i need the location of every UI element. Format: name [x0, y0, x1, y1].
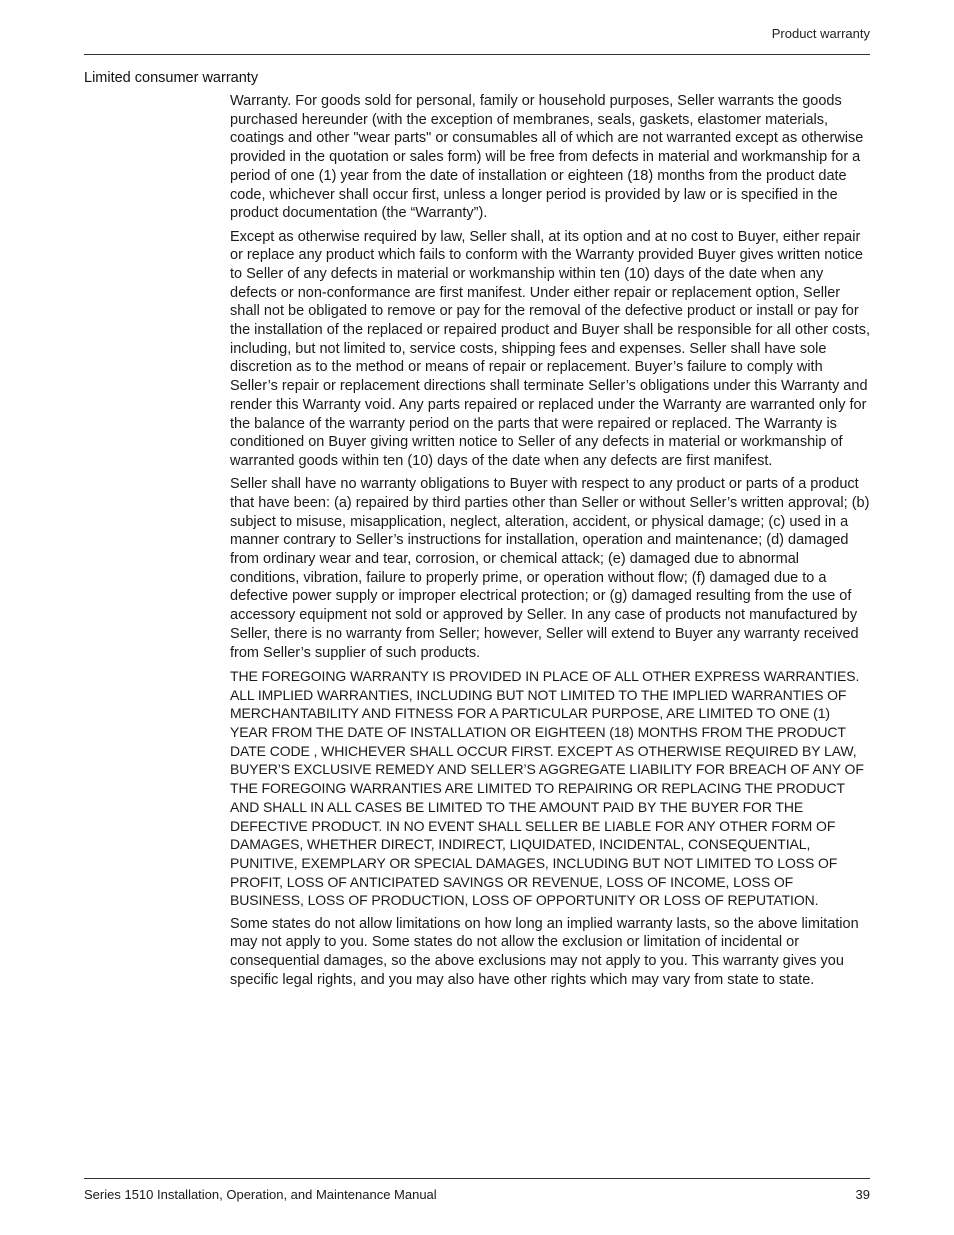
- paragraph-lead-term: Warranty.: [230, 93, 292, 109]
- footer-manual-title: Series 1510 Installation, Operation, and Maintenance Manual: [84, 1187, 437, 1202]
- footer-rule: [84, 1178, 870, 1179]
- paragraph-text: For goods sold for personal, family or household purposes, Seller warrants the goods purchased hereunder (with the exception of membranes, seals, gaskets, elastomer materials, coatings and other "wear parts" or consumables all of which are not warranted except as otherwise provided in the quotation or sales form) will be free from defects in material and workmanship for a period of one (1) year from the date of installation or eighteen (18) months from the product date code, whichever shall occur first, unless a longer period is provided by law or is specified in the product documentation (the “Warranty”).: [230, 93, 864, 222]
- section-heading: Limited consumer warranty: [84, 70, 259, 86]
- paragraph-warranty: [230, 92, 870, 223]
- page-number: 39: [855, 1187, 870, 1202]
- header-rule: [84, 54, 870, 55]
- paragraph-state-rights: Some states do not allow limitations on how long an implied warranty lasts, so the above limitation may not apply to you. Some states do not allow the exclusion or limitation of incidental or consequential damages, so the above exclusions may not apply to you. This warranty gives you specific legal rights, and you may also have other rights which may vary from state to state.: [230, 915, 859, 988]
- paragraph-disclaimer: THE FOREGOING WARRANTY IS PROVIDED IN PLACE OF ALL OTHER EXPRESS WARRANTIES. ALL IMPLIED WARRANTIES, INCLUDING BUT NOT LIMITED TO THE IMPLIED WARRANTIES OF MERCHANTABILITY AND FITNESS FOR A PARTICULAR PURPOSE, ARE LIMITED TO ONE (1) YEAR FROM THE DATE OF INSTALLATION OR EIGHTEEN (18) MONTHS FROM THE PRODUCT DATE CODE , WHICHEVER SHALL OCCUR FIRST. EXCEPT AS OTHERWISE REQUIRED BY LAW, BUYER’S EXCLUSIVE REMEDY AND SELLER’S AGGREGATE LIABILITY FOR BREACH OF ANY OF THE FOREGOING WARRANTIES ARE LIMITED TO REPAIRING OR REPLACING THE PRODUCT AND SHALL IN ALL CASES BE LIMITED TO THE AMOUNT PAID BY THE BUYER FOR THE DEFECTIVE PRODUCT. IN NO EVENT SHALL SELLER BE LIABLE FOR ANY OTHER FORM OF DAMAGES, WHETHER DIRECT, INDIRECT, LIQUIDATED, INCIDENTAL, CONSEQUENTIAL, PUNITIVE, EXEMPLARY OR SPECIAL DAMAGES, INCLUDING BUT NOT LIMITED TO LOSS OF PROFIT, LOSS OF ANTICIPATED SAVINGS OR REVENUE, LOSS OF INCOME, LOSS OF BUSINESS, LOSS OF PRODUCTION, LOSS OF OPPORTUNITY OR LOSS OF REPUTATION.: [230, 667, 864, 909]
- running-header-title: Product warranty: [771, 26, 870, 41]
- warranty-body: [230, 92, 870, 994]
- paragraph-exclusions: Seller shall have no warranty obligations to Buyer with respect to any product or parts of a product that have been: (a) repaired by third parties other than Seller or without Seller’s written approval; (b) subject to misuse, misapplication, neglect, alteration, accident, or physical damage; (c) used in a manner contrary to Seller’s instructions for installation, operation and maintenance; (d) damaged from ordinary wear and tear, corrosion, or chemical attack; (e) damaged due to abnormal conditions, vibration, failure to properly prime, or operation without flow; (f) damaged due to a defective power supply or improper electrical protection; or (g) damaged resulting from the use of accessory equipment not sold or approved by Seller. In any case of products not manufactured by Seller, there is no warranty from Seller; however, Seller will extend to Buyer any warranty received from Seller’s supplier of such products.: [230, 476, 870, 661]
- paragraph-repair-replace: Except as otherwise required by law, Seller shall, at its option and at no cost to Buyer, either repair or replace any product which fails to conform with the Warranty provided Buyer gives written notice to Seller of any defects in material or workmanship within ten (10) days of the date when any defects or non-conformance are first manifest. Under either repair or replacement option, Seller shall not be obligated to remove or pay for the removal of the defective product or install or pay for the installation of the replaced or repaired product and Buyer shall be responsible for all other costs, including, but not limited to, service costs, shipping fees and expenses. Seller shall have sole discretion as to the method or means of repair or replacement. Buyer’s failure to comply with Seller’s repair or replacement directions shall terminate Seller’s obligations under this Warranty and render this Warranty void. Any parts repaired or replaced under the Warranty are warranted only for the balance of the warranty period on the parts that were repaired or replaced. The Warranty is conditioned on Buyer giving written notice to Seller of any defects in material or workmanship of warranted goods within ten (10) days of the date when any defects are first manifest.: [230, 228, 870, 469]
